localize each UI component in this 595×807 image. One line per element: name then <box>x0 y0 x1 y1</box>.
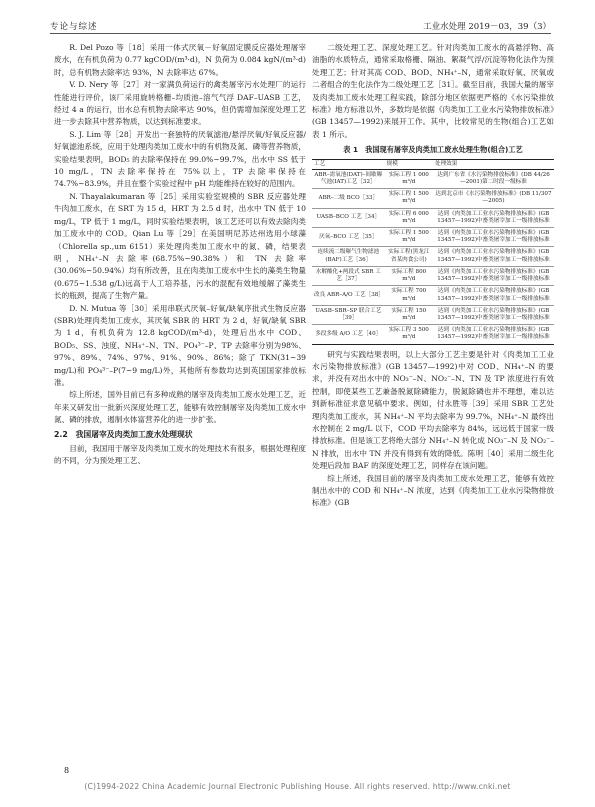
table-cell: ABR–二级 BCO［33］ <box>312 189 385 208</box>
table-cell: 实际工程 1 500 m³/d <box>385 228 433 247</box>
table-row <box>312 266 554 285</box>
process-table <box>312 159 554 345</box>
table-cell: 实际工程(黑龙江省某肉食公司) <box>385 247 433 266</box>
table-cell: 实际工程 6 000 m³/d <box>385 208 433 227</box>
table-cell: 实际工程 700 m³/d <box>385 286 433 305</box>
running-header-section: 专论与综述 <box>50 22 98 32</box>
table-cell: 达到《肉类加工工业水污染物排放标准》(GB 13457—1992)中畜类屠宰加工一级排放标准 <box>433 228 554 247</box>
table-row <box>312 325 554 344</box>
table-header-cell: 处理效果 <box>433 159 554 169</box>
running-header-journal: 工业水处理 2019－03，39（3） <box>423 22 551 32</box>
header-rule <box>50 33 551 34</box>
table-row <box>312 228 554 247</box>
table-cell: ABR–需氧池(DAT)–间歇曝气池(IAT)工艺［32］ <box>312 169 385 188</box>
table-cell: 达到《肉类加工工业水污染物排放标准》(GB 13457—1992)中畜类屠宰加工一级排放标准 <box>433 266 554 285</box>
paragraph: 综上所述，我国目前的屠宰及肉类加工废水处理工艺，能够有效控制出水中的 COD 和 NH₄⁺–N 浓度，达到《肉类加工工业水污染物排放标准》(GB <box>312 473 554 508</box>
paragraph: 研究与实践结果表明，以上大部分工艺主要是针对《肉类加工工业水污染物排放标准》(GB 13457—1992)中对 COD、NH₄⁺–N 的要求，并没有对出水中的 NO₃⁻–N、NO₂⁻–N、TN 及 TP 浓度进行有效控制，即使某些工艺兼备脱氮除磷能力，脱氮除磷也并不理想，难以达到新标准征求意见稿中要求。例如，付永胜等［39］采用 SBR 工艺处理肉类加工废水，其 NH₄⁺–N 平均去除率为 99.7%，NH₄⁺–N 最终出水控制在 2 mg/L 以下，COD 平均去除率为 84%，远远低于国家一级排放标准。但是该工艺将绝大部分 NH₄⁺–N 转化成 NO₃⁻–N 及 NO₂⁻–N 排放，出水中 TN 并没有得到有效的降低。陈明［40］采用二级生化处理后段加 BAF 的深度处理工艺，同样存在该问题。 <box>312 349 554 471</box>
table-cell: 实际工程 1 000 m³/d <box>385 169 433 188</box>
paragraph: R. Del Pozo 等［18］采用一体式厌氧－好氧固定膜反应器处理屠宰废水，在有机负荷为 0.77 kgCOD/(m³·d)，N 负荷为 0.084 kgN/(m³·d)时，总有机物去除率达 93%，N 去除率达 67%。 <box>54 43 306 77</box>
table-cell: 连续流二级曝气生物滤池(BAF)工艺［36］ <box>312 247 385 266</box>
table-row <box>312 247 554 266</box>
table-row <box>312 169 554 188</box>
table-row <box>312 305 554 324</box>
table-header-cell: 工艺 <box>312 159 385 169</box>
table-cell: 实际工程 800 m³/d <box>385 266 433 285</box>
table-cell: 实际工程 3 500 m³/d <box>385 325 433 344</box>
paragraph: S. J. Lim 等［28］开发出一套独特的厌氧滤池/悬浮厌氧/好氧反应器/好氧滤池系统，应用于处理肉类加工废水中的有机物及氮、磷等营养物质，实验结果表明，BOD₅ 的去除率保持在 99.0%~99.7%，出水中 SS 低于 10 mg/L，TN 去除率保持在 75%以上，TP 去除率保持在 74.7%~83.9%，并且在整个实验过程中 pH 均能维持在较好的范围内。 <box>54 129 306 189</box>
paragraph: N. Thayalakumaran 等［25］采用实验室规模的 SBR 反应器处理牛肉加工废水，在 SRT 为 15 d，HRT 为 2.5 d 时，出水中 TN 低于 10 mg/L，TP 低于 1 mg/L，同时实验结果表明，该工艺还可以有效去除肉类加工废水中的 COD。Qian Lu 等［29］在美国明尼苏达州选用小球藻（Chlorella sp.,um 6151）来处理肉类加工废水中的氮、磷，结果表明，NH₄⁺–N 去除率(68.75%~90.38%）和 TN 去除率(30.06%~50.94%）均有所改善，且在肉类加工废水中生长的藻类生物量(0.675~1.538 g/L)远高于人工培养基，污水的混配有效地缓解了藻类生长的瓶颈，提高了生物产量。 <box>54 191 306 301</box>
paragraph: D. N. Mutua 等［30］采用串联式厌氧–好氧/缺氧序批式生物反应器(SBR)处理肉类加工废水，其厌氧 SBR 的 HRT 为 2 d，好氧/缺氧 SBR 为 1 d，有机负荷为 12.8 kgCOD/(m³·d)，处理后出水中 COD、BOD₅、SS、浊度、NH₄⁺–N、TN、PO₄³⁻–P、TP 去除率分别为98%、97%、89%、74%、97%、91%、90%、86%；除了 TKN(31~39 mg/L)和 PO₄³⁻–P(7~9 mg/L)外，其他所有参数均达到英国国家排放标准。 <box>54 303 306 387</box>
page-number: 8 <box>64 766 70 775</box>
table-cell: 实际工程 150 m³/d <box>385 305 433 324</box>
paragraph: 目前，我国用于屠宰及肉类加工废水的处理技术有很多，根据处理程度的不同，分为预处理工艺、 <box>54 444 306 466</box>
table-row <box>312 208 554 227</box>
table-row <box>312 286 554 305</box>
table-cell: UASB–BCO 工艺［34］ <box>312 208 385 227</box>
paragraph: 二级处理工艺、深度处理工艺。针对肉类加工废水的高悬浮物、高油脂的水质特点，通常采取格栅、隔油、絮凝气浮/沉淀等物化法作为预处理工艺；针对其高 COD、BOD、NH₄⁺–N，通常采取好氧、厌氧或二者组合的生化法作为二级处理工艺［31］。截至目前，我国大量的屠宰及肉类加工废水处理工程实践，除部分地区依据更严格的《水污染排放标准》地方标准以外，多数均是依据《肉类加工工业水污染物排放标准》(GB 13457—1992)来展开工作。其中，比较常见的生物(组合)工艺如表 1 所示。 <box>312 43 554 139</box>
table-cell: 达到《肉类加工工业水污染物排放标准》(GB 13457—1992)中畜类屠宰加工一级排放标准 <box>433 305 554 324</box>
copyright-footer: (C)1994-2022 China Academic Journal Electronic Publishing House. All rights reserved. http://www.cnki.net <box>84 782 511 791</box>
section-heading: 2.2 我国屠宰及肉类加工废水处理现状 <box>54 429 193 439</box>
right-column <box>312 42 554 510</box>
table-cell: 水解酸化+两段式 SBR 工艺［37］ <box>312 266 385 285</box>
table-cell: 达到《肉类加工工业水污染物排放标准》(GB 13457—1992)中畜类屠宰加工一级排放标准 <box>433 325 554 344</box>
table-cell: 厌氧–BCO 工艺［35］ <box>312 228 385 247</box>
table-cell: 达到《肉类加工工业水污染物排放标准》(GB 13457—1992)中畜类屠宰加工一级排放标准 <box>433 208 554 227</box>
left-column <box>54 42 306 468</box>
table-cell: 多段多级 A/O 工艺［40］ <box>312 325 385 344</box>
table-cell: 实际工程 1 500 m³/d <box>385 189 433 208</box>
table-body <box>312 169 554 344</box>
table-cell: 达到《肉类加工工业水污染物排放标准》(GB 13457—1992)中畜类屠宰加工一级排放标准 <box>433 247 554 266</box>
table-cell: 改良 ABR–A/O 工艺［38］ <box>312 286 385 305</box>
table-cell: 达到广东省《水污染物排放标准》(DB 44/26—2001)第二时段一级标准 <box>433 169 554 188</box>
table-row <box>312 189 554 208</box>
table-cell: 达到北京市《水污染物排放标准》(DB 11/307—2005) <box>433 189 554 208</box>
table-header-cell: 规模 <box>385 159 433 169</box>
table-header-row <box>312 159 554 169</box>
table-title: 表 1 我国现有屠宰及肉类加工废水处理生物(组合)工艺 <box>343 145 523 155</box>
table-cell: UASB–SBR–SP 联合工艺［39］ <box>312 305 385 324</box>
table-cell: 达到《肉类加工工业水污染物排放标准》(GB 13457—1992)中畜类屠宰加工一级排放标准 <box>433 286 554 305</box>
paragraph: V. D. Nery 等［27］对一家满负荷运行的禽类屠宰污水处理厂的运行性能进行评价，该厂采用旋转格栅–均质池–溶气气浮 DAF–UASB 工艺，经过 4 a 的运行，出水总有机物去除率达 90%，但仍需增加深度处理工艺进一步去除其中营养物质，以达到标准要求。 <box>54 80 306 127</box>
paragraph: 综上所述，国外目前已有多种成熟的屠宰及肉类加工废水处理工艺，近年来又研发出一批新兴深度处理工艺，能够有效控制屠宰及肉类加工废水中氮、磷的排放，遏制水体富营养化的进一步扩张。 <box>54 390 306 425</box>
